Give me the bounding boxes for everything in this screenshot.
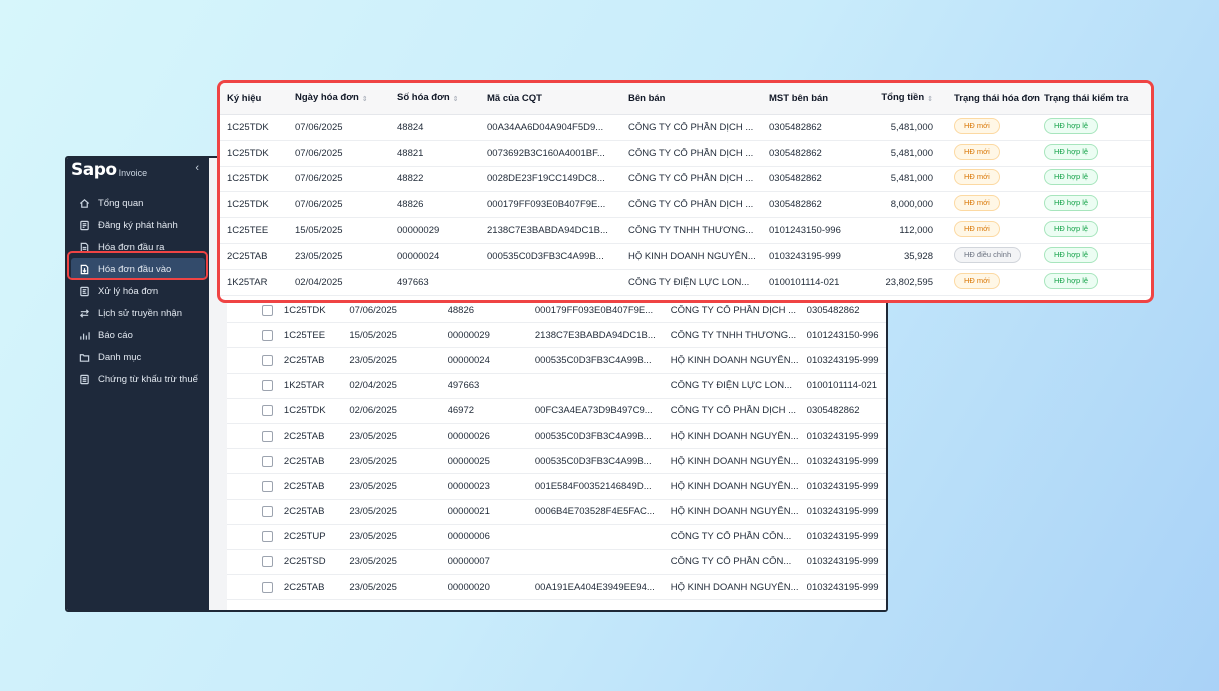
invoice-status-badge: HĐ mới: [954, 144, 1000, 160]
cell-ben-ban: HỘ KINH DOANH NGUYÊN...: [670, 581, 799, 593]
cell-so: 48826: [447, 304, 475, 316]
cell-ky-hieu: 2C25TUP: [283, 531, 326, 543]
table-row[interactable]: [227, 323, 886, 348]
cell-mst: 0103243195-999: [806, 531, 879, 543]
cell-ma-cqt: 000535C0D3FB3C4A99B...: [534, 430, 652, 442]
chart-icon: [78, 329, 90, 341]
row-checkbox[interactable]: [262, 405, 273, 416]
cell-tong-tien: 8,000,000: [890, 199, 933, 211]
row-checkbox[interactable]: [262, 582, 273, 593]
cell-tong-tien: 35,928: [903, 250, 933, 262]
table-header: [220, 83, 1151, 115]
sidebar-item-bao-cao[interactable]: [67, 324, 209, 346]
table-row[interactable]: [227, 474, 886, 499]
cell-mst: 0305482862: [769, 147, 822, 159]
cell-ma-cqt: 0073692B3C160A4001BF...: [487, 147, 605, 159]
cell-mst: 0103243195-999: [806, 354, 879, 366]
cell-so: 00000024: [397, 250, 440, 262]
cell-so: 497663: [447, 380, 480, 392]
cell-mst: 0103243195-999: [806, 506, 879, 518]
sidebar-item-label: Lịch sử truyền nhận: [98, 307, 182, 319]
cell-mst: 0305482862: [769, 121, 822, 133]
cell-so: 00000006: [447, 531, 490, 543]
cell-trang-thai: [933, 118, 1044, 137]
table-row[interactable]: [227, 399, 886, 424]
sidebar-item-label: Đăng ký phát hành: [98, 219, 178, 231]
cell-so: 48822: [397, 173, 424, 185]
cell-ky-hieu: 2C25TSD: [283, 556, 326, 568]
cell-ben-ban: CÔNG TY TNHH THƯƠNG...: [628, 225, 754, 237]
cell-ky-hieu: 1C25TEE: [227, 225, 269, 237]
sidebar-item-tong-quan[interactable]: [67, 192, 209, 214]
cell-tong-tien: 5,481,000: [890, 121, 933, 133]
logo-subtitle: Invoice: [118, 167, 148, 178]
cell-mst: 0101243150-996: [806, 329, 879, 341]
cell-trang-thai: [933, 144, 1044, 163]
cell-mst: 0101243150-996: [769, 225, 841, 237]
sidebar-item-label: Tổng quan: [98, 197, 144, 209]
cell-ky-hieu: 1C25TDK: [227, 199, 269, 211]
cell-ngay: 15/05/2025: [295, 225, 343, 237]
cell-so: 00000025: [447, 455, 490, 467]
cell-so: 00000029: [447, 329, 490, 341]
cell-ma-cqt: 000179FF093E0B407F9E...: [534, 304, 654, 316]
cell-ky-hieu: 1C25TDK: [227, 147, 269, 159]
col-tong-tien[interactable]: [863, 92, 933, 106]
cell-ngay: 23/05/2025: [349, 556, 397, 568]
cell-mst: 0305482862: [769, 173, 822, 185]
sidebar-item-lich-su-truyen-nhan[interactable]: [67, 302, 209, 324]
table-row[interactable]: [220, 115, 1151, 141]
cell-tong-tien: 5,481,000: [890, 147, 933, 159]
cell-ky-hieu: 2C25TAB: [227, 250, 268, 262]
cell-ben-ban: CÔNG TY ĐIỆN LỰC LON...: [628, 276, 750, 288]
cell-ngay: 07/06/2025: [295, 199, 343, 211]
cell-ky-hieu: 1C25TDK: [227, 173, 269, 185]
cell-ky-hieu: 1K25TAR: [227, 276, 268, 288]
cell-ngay: 02/04/2025: [295, 276, 343, 288]
row-checkbox[interactable]: [262, 330, 273, 341]
cell-so: 00000021: [447, 506, 490, 518]
cell-ben-ban: HỘ KINH DOANH NGUYÊN...: [670, 430, 799, 442]
invoice-status-badge: HĐ điều chỉnh: [954, 247, 1021, 263]
check-status-badge: HĐ hợp lệ: [1044, 118, 1098, 134]
check-status-badge: HĐ hợp lệ: [1044, 247, 1098, 263]
cell-ngay: 02/04/2025: [349, 380, 397, 392]
cell-ma-cqt: 000179FF093E0B407F9E...: [487, 199, 606, 211]
invoice-status-badge: HĐ mới: [954, 169, 1000, 185]
table-row[interactable]: [220, 270, 1151, 296]
table-row[interactable]: [227, 575, 886, 600]
cell-ngay: 23/05/2025: [295, 250, 343, 262]
cell-mst: 0103243195-999: [806, 480, 879, 492]
col-trang-thai-hoa-don: Trạng thái hóa đơn: [954, 93, 1040, 104]
col-label: Tổng tiền: [881, 91, 925, 103]
sidebar-item-label: Chứng từ khấu trừ thuế: [98, 373, 198, 385]
table-row[interactable]: [220, 218, 1151, 244]
sidebar-item-label: Danh mục: [98, 351, 142, 363]
invoice-table: [227, 298, 886, 600]
cell-mst: 0103243195-999: [806, 430, 879, 442]
cell-ben-ban: HỘ KINH DOANH NGUYÊN...: [670, 480, 799, 492]
sidebar-item-danh-muc[interactable]: [67, 346, 209, 368]
cell-ben-ban: CÔNG TY CỔ PHẦN DỊCH ...: [628, 173, 754, 185]
check-status-badge: HĐ hợp lệ: [1044, 273, 1098, 289]
cell-ngay: 23/05/2025: [349, 506, 397, 518]
row-checkbox[interactable]: [262, 305, 273, 316]
row-checkbox[interactable]: [262, 456, 273, 467]
cell-so: 00000024: [447, 354, 490, 366]
row-checkbox[interactable]: [262, 380, 273, 391]
check-status-badge: HĐ hợp lệ: [1044, 144, 1098, 160]
cell-ben-ban: CÔNG TY ĐIỆN LỰC LON...: [670, 380, 793, 392]
cell-ma-cqt: 2138C7E3BABDA94DC1B...: [487, 225, 608, 237]
cell-tong-tien: 23,802,595: [885, 276, 933, 288]
cell-so: 48824: [397, 121, 424, 133]
cell-ma-cqt: 00A34AA6D04A904F5D9...: [487, 121, 604, 133]
cell-ben-ban: CÔNG TY TNHH THƯƠNG...: [670, 329, 797, 341]
cell-so: 48826: [397, 199, 424, 211]
cell-ben-ban: HỘ KINH DOANH NGUYÊN...: [670, 506, 799, 518]
cell-ky-hieu: 1C25TEE: [283, 329, 326, 341]
table-row[interactable]: [227, 449, 886, 474]
cell-ngay: 07/06/2025: [295, 121, 343, 133]
sidebar-item-label: Xử lý hóa đơn: [98, 285, 159, 297]
cell-kiem-tra: [1044, 221, 1134, 240]
cell-ngay: 07/06/2025: [349, 304, 397, 316]
col-mst-ben-ban: MST bên bán: [769, 93, 829, 104]
sidebar-item-xu-ly-hoa-don[interactable]: [67, 280, 209, 302]
cell-tong-tien: 112,000: [899, 225, 933, 237]
cell-mst: 0305482862: [806, 405, 860, 417]
table-row[interactable]: [227, 374, 886, 399]
cell-trang-thai: [933, 273, 1044, 292]
cell-trang-thai: [933, 221, 1044, 240]
row-checkbox[interactable]: [262, 355, 273, 366]
cell-ky-hieu: 2C25TAB: [283, 354, 325, 366]
cell-so: 48821: [397, 147, 424, 159]
col-trang-thai-kiem-tra: Trạng thái kiểm tra: [1044, 93, 1129, 104]
cell-ben-ban: CÔNG TY CỔ PHẦN DỊCH ...: [628, 199, 754, 211]
cell-kiem-tra: [1044, 195, 1134, 214]
cell-ky-hieu: 2C25TAB: [283, 455, 325, 467]
check-status-badge: HĐ hợp lệ: [1044, 169, 1098, 185]
table-row[interactable]: [227, 525, 886, 550]
cell-ma-cqt: 00A191EA404E3949EE94...: [534, 581, 655, 593]
cell-kiem-tra: [1044, 144, 1134, 163]
cell-so: 00000023: [447, 480, 490, 492]
cell-ngay: 23/05/2025: [349, 354, 397, 366]
cell-mst: 0103243195-999: [769, 250, 841, 262]
cell-ngay: 07/06/2025: [295, 147, 343, 159]
home-icon: [78, 197, 90, 209]
row-checkbox[interactable]: [262, 531, 273, 542]
document-register-icon: [78, 219, 90, 231]
cell-ben-ban: CÔNG TY CỔ PHẦN DỊCH ...: [628, 121, 754, 133]
cell-ky-hieu: 2C25TAB: [283, 430, 325, 442]
cell-mst: 0103243195-999: [806, 581, 879, 593]
cell-kiem-tra: [1044, 169, 1134, 188]
sidebar-menu: [67, 192, 209, 390]
cell-ben-ban: HỘ KINH DOANH NGUYÊN...: [670, 455, 799, 467]
cell-ma-cqt: 001E584F00352146849D...: [534, 480, 652, 492]
check-status-badge: HĐ hợp lệ: [1044, 195, 1098, 211]
sort-icon[interactable]: ⇕: [361, 95, 368, 103]
cell-ky-hieu: 1C25TDK: [283, 304, 326, 316]
zoomed-invoice-table: [217, 80, 1154, 303]
cell-ky-hieu: 2C25TAB: [283, 506, 325, 518]
cell-ngay: 15/05/2025: [349, 329, 397, 341]
sort-icon[interactable]: ⇕: [927, 95, 933, 103]
cell-ben-ban: HỘ KINH DOANH NGUYÊN...: [670, 354, 799, 366]
cell-ben-ban: CÔNG TY CỔ PHẦN DỊCH ...: [628, 147, 754, 159]
col-ma-cqt: Mã của CQT: [487, 93, 542, 104]
cell-so: 00000020: [447, 581, 490, 593]
transfer-icon: [78, 307, 90, 319]
logo: Sapo: [71, 159, 117, 180]
col-ben-ban: Bên bán: [628, 93, 666, 104]
cell-so: 00000029: [397, 225, 440, 237]
col-label: Số hóa đơn: [397, 91, 450, 103]
table-row[interactable]: [227, 348, 886, 373]
col-so-hoa-don[interactable]: [397, 92, 487, 106]
cell-ngay: 23/05/2025: [349, 455, 397, 467]
col-ngay-hoa-don[interactable]: [295, 92, 397, 106]
cell-trang-thai: [933, 169, 1044, 188]
sidebar-item-label: Hóa đơn đầu vào: [98, 263, 172, 275]
table-row[interactable]: [227, 500, 886, 525]
cell-kiem-tra: [1044, 247, 1134, 266]
col-label: Ngày hóa đơn: [295, 91, 359, 103]
cell-ky-hieu: 1C25TDK: [227, 121, 269, 133]
cell-ma-cqt: 000535C0D3FB3C4A99B...: [487, 250, 604, 262]
cell-tong-tien: 5,481,000: [890, 173, 933, 185]
invoice-status-badge: HĐ mới: [954, 118, 1000, 134]
table-row[interactable]: [220, 192, 1151, 218]
table-row[interactable]: [220, 244, 1151, 270]
cell-ngay: 23/05/2025: [349, 480, 397, 492]
sidebar-item-dang-ky-phat-hanh[interactable]: [67, 214, 209, 236]
cell-ben-ban: CÔNG TY CỔ PHẦN CÔN...: [670, 531, 792, 543]
table-row[interactable]: [220, 141, 1151, 167]
sidebar-item-chung-tu-khau-tru-thue[interactable]: [67, 368, 209, 390]
cell-ma-cqt: 000535C0D3FB3C4A99B...: [534, 455, 652, 467]
cell-ky-hieu: 2C25TAB: [283, 581, 325, 593]
cell-so: 00000026: [447, 430, 490, 442]
row-checkbox[interactable]: [262, 556, 273, 567]
cell-so: 00000007: [447, 556, 490, 568]
table-body: [220, 115, 1151, 296]
sidebar-item-label: Báo cáo: [98, 329, 133, 341]
cell-ngay: 07/06/2025: [295, 173, 343, 185]
cell-ngay: 23/05/2025: [349, 430, 397, 442]
sidebar: [67, 158, 209, 610]
collapse-icon[interactable]: ‹: [195, 162, 199, 174]
invoice-status-badge: HĐ mới: [954, 273, 1000, 289]
table-row[interactable]: [227, 550, 886, 575]
sort-icon[interactable]: ⇕: [452, 95, 459, 103]
invoice-status-badge: HĐ mới: [954, 221, 1000, 237]
sidebar-item-hoa-don-dau-ra[interactable]: [67, 236, 209, 258]
cell-trang-thai: [933, 195, 1044, 214]
cell-mst: 0100101114-021: [806, 380, 878, 392]
cell-ky-hieu: 1K25TAR: [283, 380, 325, 392]
cell-ma-cqt: 2138C7E3BABDA94DC1B...: [534, 329, 656, 341]
cell-mst: 0100101114-021: [769, 276, 840, 288]
cell-ben-ban: HỘ KINH DOANH NGUYÊN...: [628, 250, 756, 262]
check-status-badge: HĐ hợp lệ: [1044, 221, 1098, 237]
folder-icon: [78, 351, 90, 363]
cell-ma-cqt: 0006B4E703528F4E5FAC...: [534, 506, 655, 518]
sidebar-item-hoa-don-dau-vao[interactable]: [71, 258, 205, 280]
row-checkbox[interactable]: [262, 431, 273, 442]
table-row[interactable]: [227, 424, 886, 449]
cell-ben-ban: CÔNG TY CỔ PHẦN DỊCH ...: [670, 405, 797, 417]
cell-ky-hieu: 2C25TAB: [283, 480, 325, 492]
col-ky-hieu: Ký hiệu: [227, 93, 262, 104]
cell-ky-hieu: 1C25TDK: [283, 405, 326, 417]
cell-ma-cqt: 0028DE23F19CC149DC8...: [487, 173, 605, 185]
cell-ngay: 02/06/2025: [349, 405, 397, 417]
row-checkbox[interactable]: [262, 506, 273, 517]
cell-so: 497663: [397, 276, 429, 288]
cell-mst: 0305482862: [769, 199, 822, 211]
invoice-process-icon: [78, 285, 90, 297]
brand: [67, 158, 209, 182]
cell-kiem-tra: [1044, 273, 1134, 292]
cell-ma-cqt: 00FC3A4EA73D9B497C9...: [534, 405, 653, 417]
cell-ben-ban: CÔNG TY CỔ PHẦN CÔN...: [670, 556, 792, 568]
invoice-in-icon: [78, 263, 90, 275]
sidebar-item-label: Hóa đơn đầu ra: [98, 241, 165, 253]
row-checkbox[interactable]: [262, 481, 273, 492]
cell-mst: 0103243195-999: [806, 455, 879, 467]
invoice-out-icon: [78, 241, 90, 253]
cell-ngay: 23/05/2025: [349, 581, 397, 593]
cell-ngay: 23/05/2025: [349, 531, 397, 543]
invoice-status-badge: HĐ mới: [954, 195, 1000, 211]
cell-kiem-tra: [1044, 118, 1134, 137]
cell-ben-ban: CÔNG TY CỔ PHẦN DỊCH ...: [670, 304, 797, 316]
cell-trang-thai: [933, 247, 1044, 266]
table-row[interactable]: [220, 167, 1151, 193]
cell-so: 46972: [447, 405, 475, 417]
receipt-icon: [78, 373, 90, 385]
cell-mst: 0305482862: [806, 304, 860, 316]
cell-ma-cqt: 000535C0D3FB3C4A99B...: [534, 354, 652, 366]
cell-mst: 0103243195-999: [806, 556, 879, 568]
